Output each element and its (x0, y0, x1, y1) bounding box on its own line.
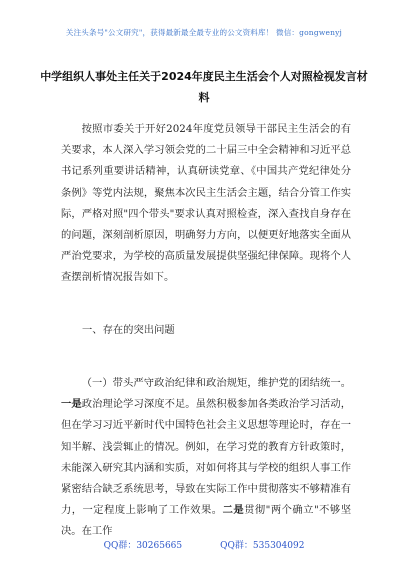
point-text-2: 贯彻"两个确立"不够坚决。在工作 (61, 504, 351, 538)
qq-group-1: QQ群：30265665 (103, 541, 183, 551)
footer-contacts (0, 538, 408, 551)
point-lead-1: 一是 (61, 398, 82, 411)
point-lead-2: 二是 (222, 504, 245, 517)
body-paragraph (61, 373, 351, 543)
section-heading: 一、存在的突出问题 (82, 324, 175, 336)
intro-paragraph: 按照市委关于开好2024年度党员领导干部民主生活会的有关要求，本人深入学习领会党的二十届三中全会精神和习近平总书记系列重要讲话精神，认真研读党章、《中国共产党纪律处分条例》等党内法规，聚焦本次民主生活会主题，结合分管工作实际，严格对照"四个带头"要求认真对照检查，深入查找自身存在的问题，深刻剖析原因，明确努力方向，以便更好地落实全面从严治党要求，为学校的高质量发展提供坚强纪律保障。现将个人查摆剖析情况报告如下。 (61, 123, 351, 284)
point-text-1: 政治理论学习深度不足。虽然积极参加各类政治学习活动，但在学习习近平新时代中国特色社会主义思想等理论时，存在一知半解、浅尝辄止的情况。例如，在学习党的教育方针政策时，未能深入研究其内涵和实质，对如何将其与学校的组织人事工作紧密结合缺乏系统思考，导致在实际工作中贯彻落实不够精准有力，一定程度上影响了工作效果。 (61, 398, 351, 517)
promo-banner: 关注头条号"公文研究"，获得最新最全最专业的公文资料库！ 微信：gongwenyj (65, 28, 343, 37)
subsection-heading: （一）带头严守政治纪律和政治规矩，维护党的团结统一。 (81, 377, 351, 389)
qq-group-2: QQ群：535304092 (220, 541, 305, 551)
document-title: 中学组织人事处主任关于2024年度民主生活会个人对照检视发言材料 (40, 70, 368, 104)
